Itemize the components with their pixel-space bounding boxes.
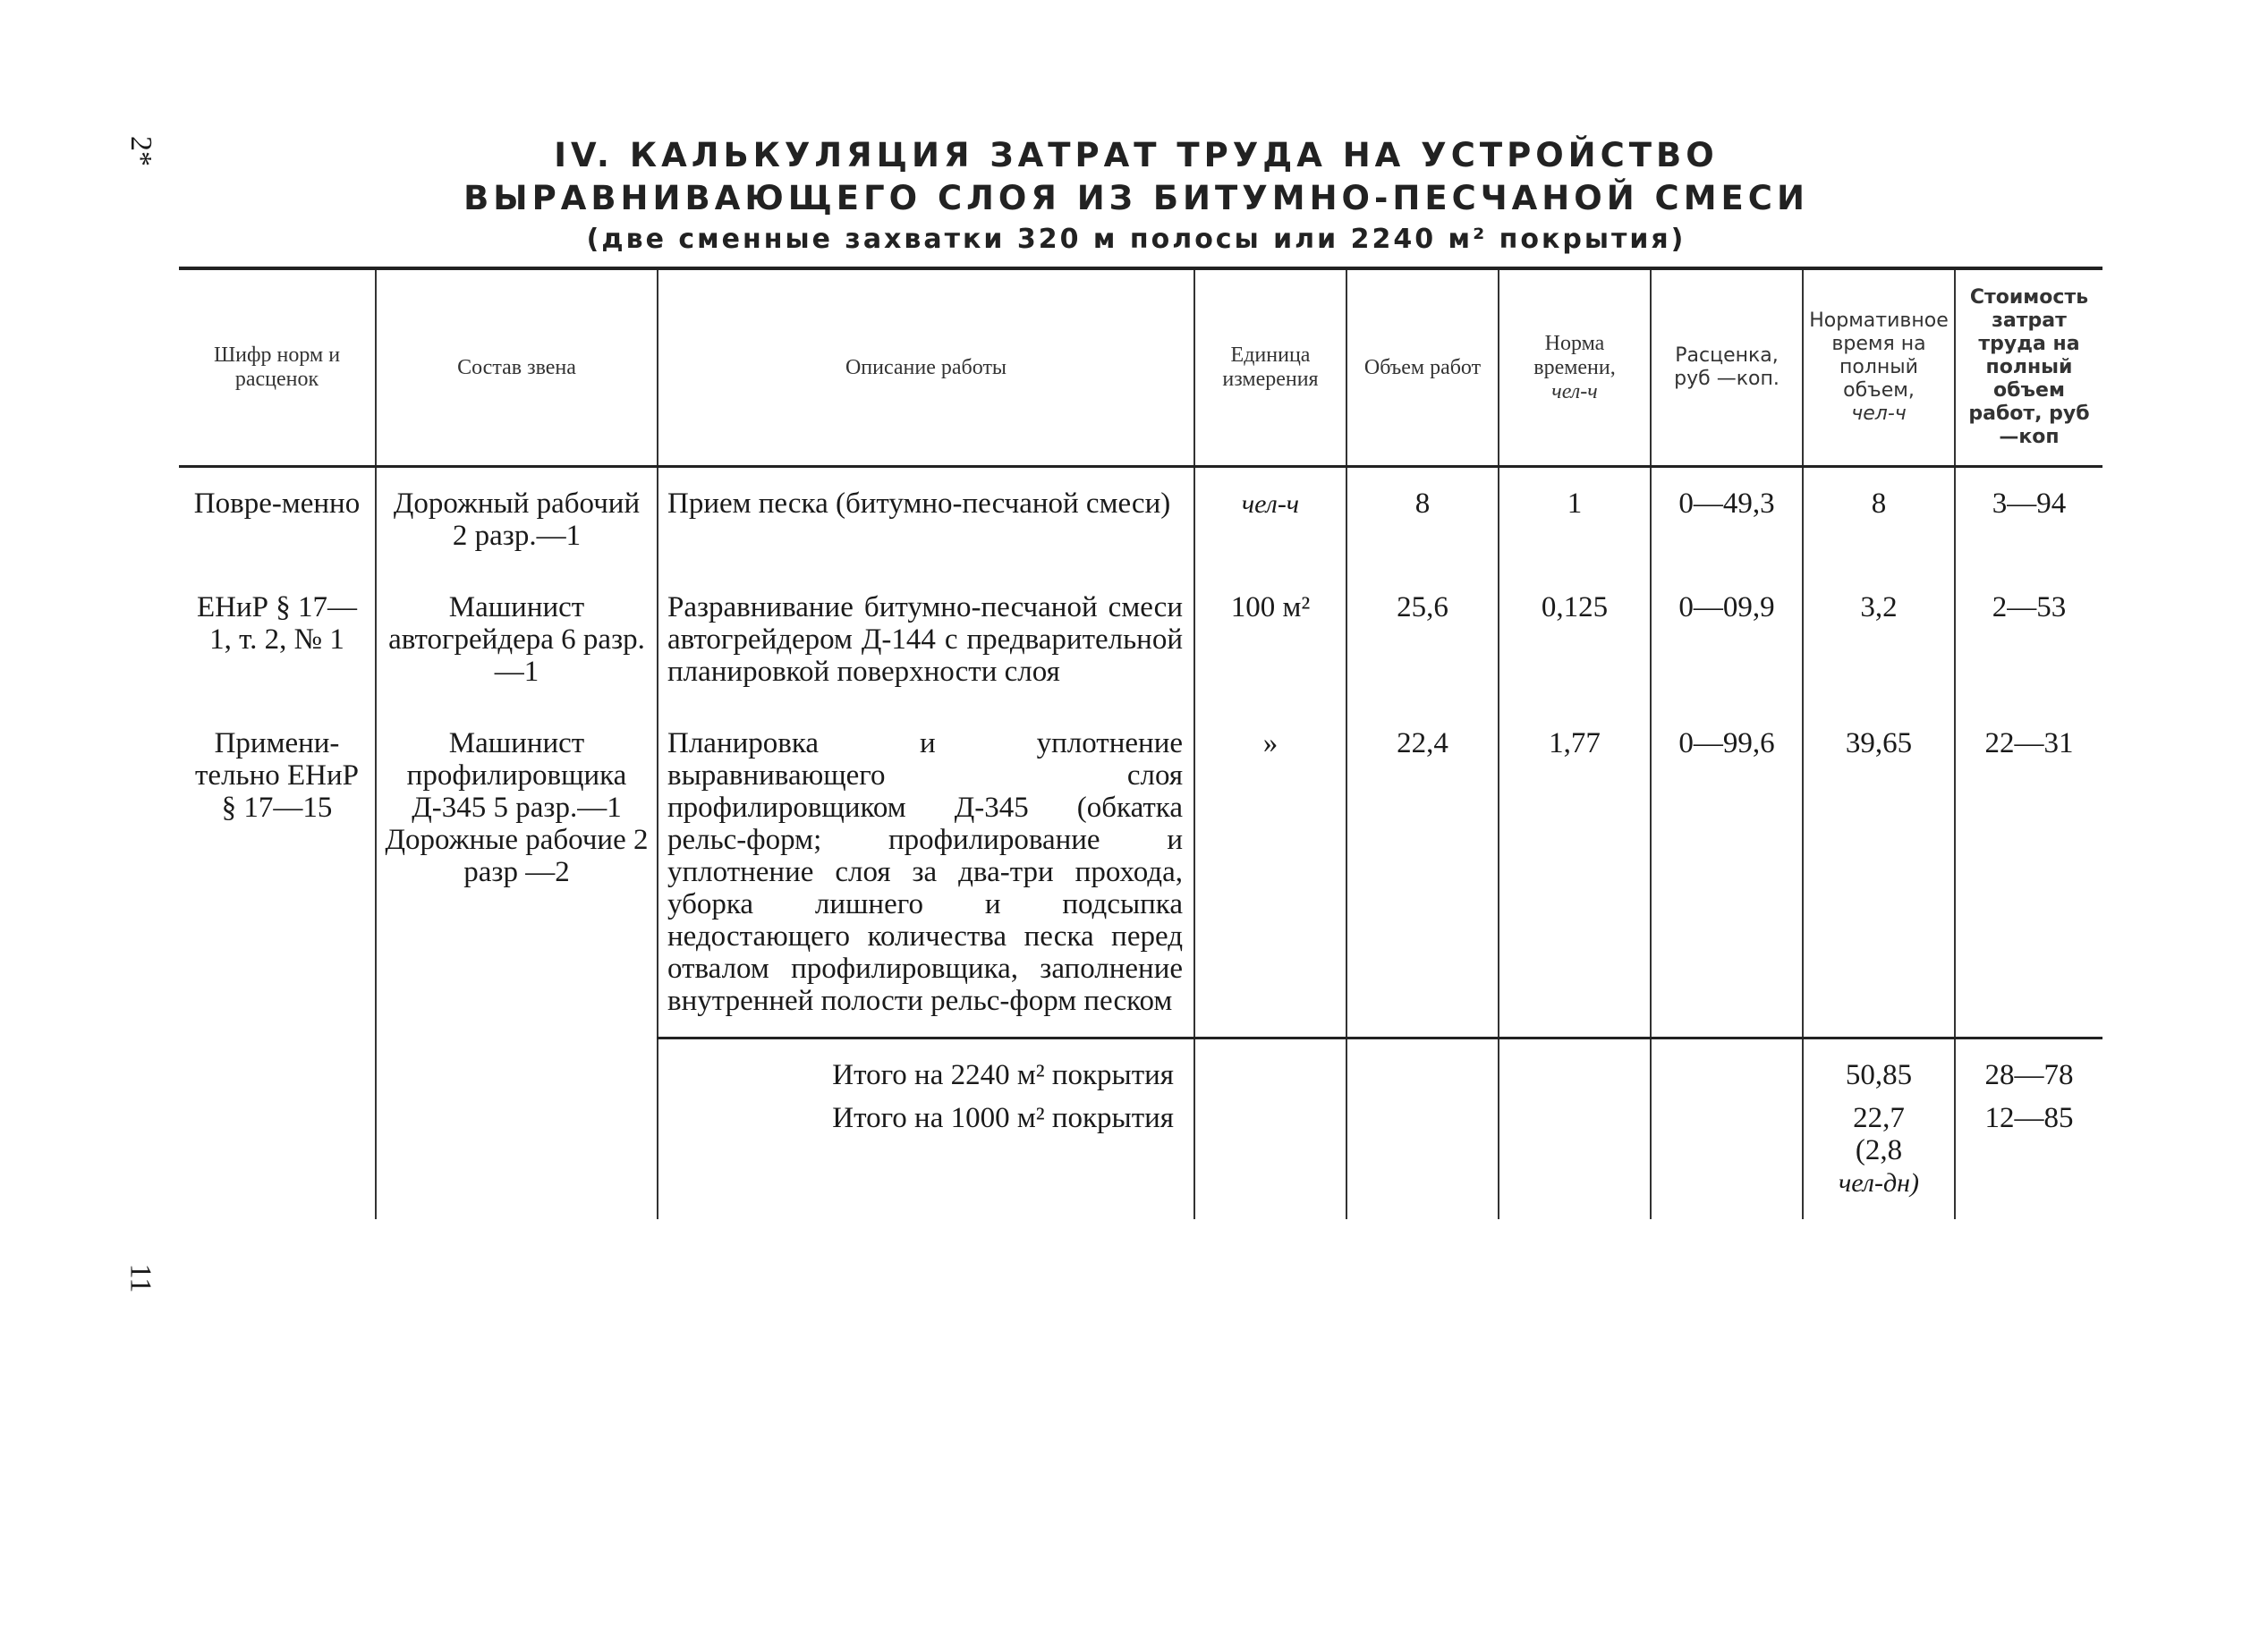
cell-unit: 100 м² (1194, 572, 1346, 708)
cell-empty (1499, 1038, 1651, 1103)
header-normtime-unit: чел-ч (1851, 403, 1907, 425)
cell-norm: 1,77 (1499, 708, 1651, 1038)
header-normtime (1803, 268, 1955, 467)
total-cost: 12—85 (1955, 1102, 2102, 1219)
cell-volume: 25,6 (1346, 572, 1499, 708)
cell-empty (179, 1102, 376, 1219)
title-subtitle: (две сменные захватки 320 м полосы или 2240 м² покрытия) (586, 224, 1686, 255)
total-row (179, 1102, 2102, 1219)
cell-empty (1346, 1038, 1499, 1103)
cell-rate: 0—99,6 (1651, 708, 1803, 1038)
total-label: Итого на 1000 м² покрытия (658, 1102, 1194, 1219)
table-header-row (179, 268, 2102, 467)
total-normtime: 50,85 (1803, 1038, 1955, 1103)
page-number: 11 (123, 1263, 157, 1293)
header-description: Описание работы (658, 268, 1194, 467)
cell-code: ЕНиР § 17—1, т. 2, № 1 (196, 591, 357, 656)
header-norm (1499, 268, 1651, 467)
cell-crew: Машинист профилировщика Д-345 5 разр.—1 Дорожные рабочие 2 разр —2 (376, 708, 658, 1038)
cell-cost: 2—53 (1955, 572, 2102, 708)
cell-code: Примени-тельно ЕНиР § 17—15 (195, 727, 359, 824)
header-unit: Единица измерения (1194, 268, 1346, 467)
header-norm-unit: чел-ч (1551, 379, 1598, 403)
header-normtime-label: Нормативное время на полный объем, (1809, 309, 1949, 402)
cell-empty (1194, 1102, 1346, 1219)
header-crew: Состав звена (376, 268, 658, 467)
title-line-1: IV. КАЛЬКУЛЯЦИЯ ЗАТРАТ ТРУДА НА УСТРОЙСТВО (554, 136, 1719, 174)
header-volume: Объем работ (1346, 268, 1499, 467)
cell-empty (1346, 1102, 1499, 1219)
cell-unit (1194, 467, 1346, 572)
document-title (179, 134, 2094, 259)
cell-empty (376, 1102, 658, 1219)
header-norm-label: Норма времени, (1533, 331, 1616, 379)
header-code: Шифр норм и расценок (179, 268, 376, 467)
cell-norm: 0,125 (1499, 572, 1651, 708)
cell-empty (1651, 1038, 1803, 1103)
table-row (179, 572, 2102, 708)
total-normtime-value: 22,7 (1853, 1102, 1905, 1134)
total-normtime-days: (2,8 (1855, 1134, 1903, 1166)
labor-calculation-table (179, 267, 2102, 1219)
cell-empty (1194, 1038, 1346, 1103)
cell-empty (1499, 1102, 1651, 1219)
cell-rate: 0—09,9 (1651, 572, 1803, 708)
cell-description: Прием песка (битумно-песчаной смеси) (658, 467, 1194, 572)
header-rate: Расценка, руб —коп. (1651, 268, 1803, 467)
cell-code: Повре-менно (193, 487, 361, 520)
page-marker-top: 2* (124, 136, 157, 166)
cell-cost: 3—94 (1955, 467, 2102, 572)
cell-empty (179, 1038, 376, 1103)
cell-crew: Машинист автогрейдера 6 разр.—1 (376, 572, 658, 708)
cell-volume: 8 (1346, 467, 1499, 572)
table-row (179, 708, 2102, 1038)
cell-unit-text: чел-ч (1241, 489, 1300, 519)
total-normtime (1803, 1102, 1955, 1219)
cell-unit: » (1194, 708, 1346, 1038)
total-label: Итого на 2240 м² покрытия (658, 1038, 1194, 1103)
cell-normtime: 3,2 (1803, 572, 1955, 708)
cell-empty (1651, 1102, 1803, 1219)
cell-rate: 0—49,3 (1651, 467, 1803, 572)
total-normtime-days-unit: чел-дн) (1839, 1168, 1919, 1198)
header-cost: Стоимость затрат труда на полный объем работ, руб —коп (1955, 268, 2102, 467)
cell-norm: 1 (1499, 467, 1651, 572)
table-row (179, 467, 2102, 572)
cell-description: Разравнивание битумно-песчаной смеси автогрейдером Д-144 с предварительной планировкой поверхности слоя (658, 572, 1194, 708)
cell-description: Планировка и уплотнение выравнивающего слоя профилировщиком Д-345 (обкатка рельс-форм; профилирование и уплотнение слоя за два-три прохода, уборка лишнего и подсыпка недостающего количества песка перед отвалом профилировщика, заполнение внутренней полости рельс-форм песком (658, 708, 1194, 1038)
title-line-2: ВЫРАВНИВАЮЩЕГО СЛОЯ ИЗ БИТУМНО-ПЕСЧАНОЙ СМЕСИ (463, 179, 1809, 217)
cell-empty (376, 1038, 658, 1103)
cell-volume: 22,4 (1346, 708, 1499, 1038)
cell-normtime: 39,65 (1803, 708, 1955, 1038)
cell-crew: Дорожный рабочий 2 разр.—1 (376, 467, 658, 572)
total-cost: 28—78 (1955, 1038, 2102, 1103)
total-row (179, 1038, 2102, 1103)
cell-normtime: 8 (1803, 467, 1955, 572)
cell-cost: 22—31 (1955, 708, 2102, 1038)
